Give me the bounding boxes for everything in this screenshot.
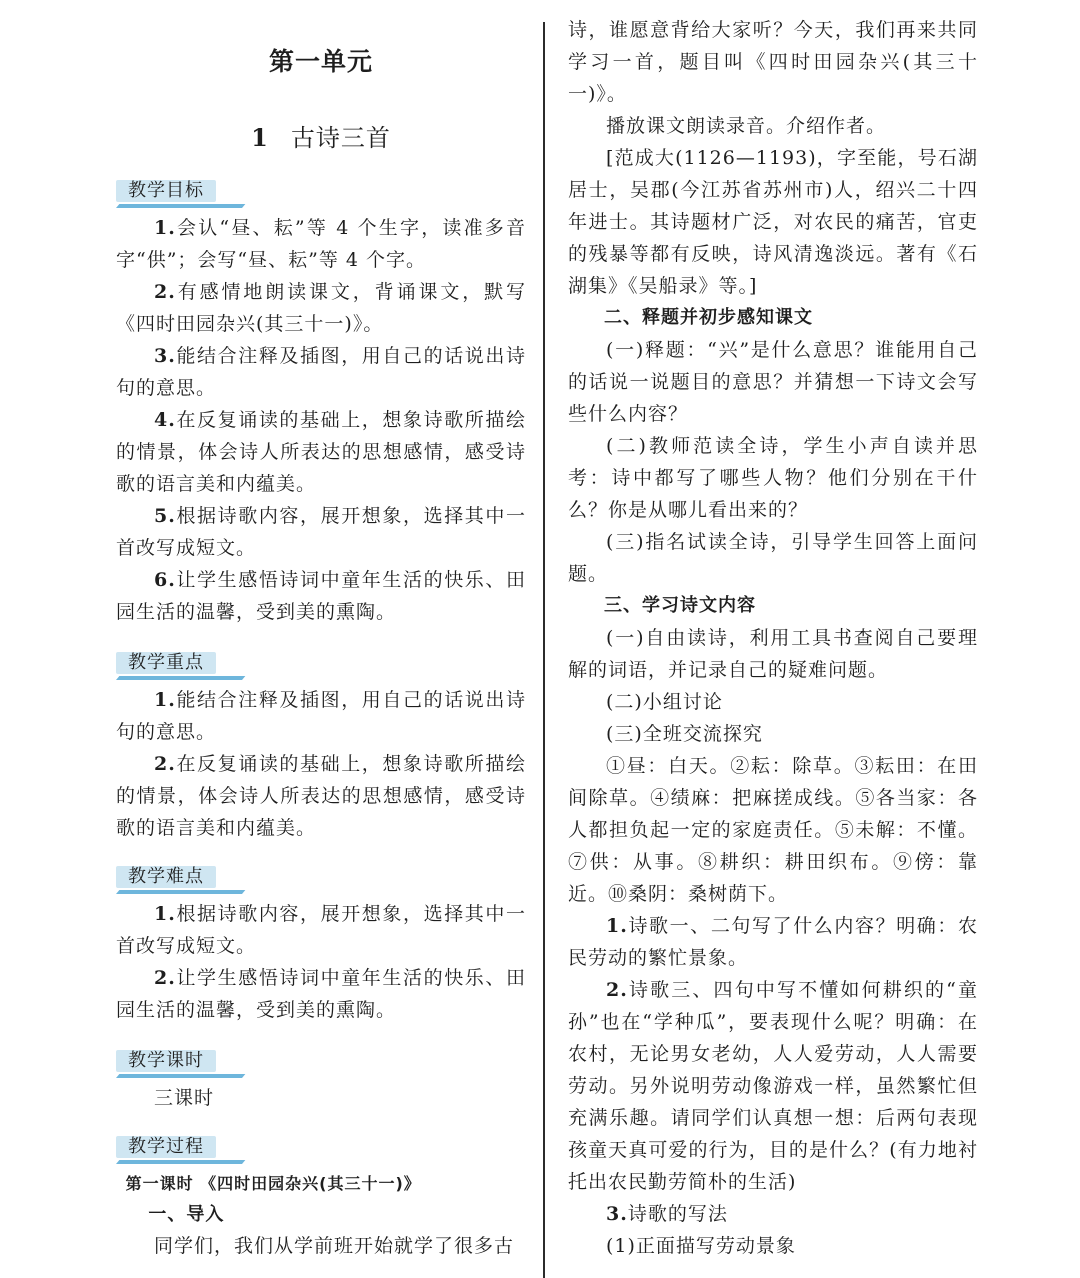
section-difficulties bbox=[116, 864, 526, 1026]
question-2 bbox=[568, 974, 978, 1198]
key-point-number: 2. bbox=[154, 753, 176, 775]
section-tag-key-points: 教学重点 bbox=[116, 650, 218, 678]
unit-title: 第一单元 bbox=[268, 47, 373, 76]
goal-item-text: 在反复诵读的基础上，想象诗歌所描绘的情景，体会诗人所表达的思想感情，感受诗歌的语言美和内蕴美。 bbox=[116, 409, 526, 495]
section-goals bbox=[116, 178, 526, 628]
section-tag-difficulties: 教学难点 bbox=[116, 864, 218, 892]
question-3 bbox=[568, 1198, 978, 1230]
question-2-number: 2. bbox=[606, 979, 628, 1001]
goal-item bbox=[116, 564, 526, 628]
step-free-reading: (一)自由读诗，利用工具书查阅自己要理解的词语，并记录自己的疑难问题。 bbox=[568, 627, 978, 681]
section-hours bbox=[116, 1048, 526, 1114]
question-1-number: 1. bbox=[606, 915, 628, 937]
hours-text: 三课时 bbox=[154, 1087, 215, 1109]
section-process bbox=[116, 1134, 526, 1262]
goal-item bbox=[116, 500, 526, 564]
key-point-number: 1. bbox=[154, 689, 176, 711]
play-recording-line: 播放课文朗读录音。介绍作者。 bbox=[606, 115, 887, 137]
lesson-title bbox=[116, 118, 526, 153]
author-bio: [范成大(1126—1193)，字至能，号石湖居士，吴郡(今江苏省苏州市)人，绍兴二十四年进士。其诗题材广泛，对农民的痛苦，官吏的残暴等都有反映，诗风清逸淡远。著有《石湖集》《吴船录》等。] bbox=[568, 147, 978, 297]
goal-item-text: 让学生感悟诗词中童年生活的快乐、田园生活的温馨，受到美的熏陶。 bbox=[116, 569, 526, 623]
key-point-text: 在反复诵读的基础上，想象诗歌所描绘的情景，体会诗人所表达的思想感情，感受诗歌的语言美和内蕴美。 bbox=[116, 753, 526, 839]
column-divider bbox=[543, 22, 545, 1278]
glossary: ①昼：白天。②耘：除草。③耘田：在田间除草。④绩麻：把麻搓成线。⑤各当家：各人都担负起一定的家庭责任。⑤未解：不懂。⑦供：从事。⑧耕织：耕田织布。⑨傍：靠近。⑩桑阴：桑树荫下。 bbox=[568, 755, 978, 905]
section-tag-hours: 教学课时 bbox=[116, 1048, 218, 1076]
difficulty-text: 根据诗歌内容，展开想象，选择其中一首改写成短文。 bbox=[116, 903, 526, 957]
goal-item-number: 4. bbox=[154, 409, 176, 431]
goal-item bbox=[116, 404, 526, 500]
right-column bbox=[568, 14, 978, 1262]
goal-item-text: 有感情地朗读课文，背诵课文，默写《四时田园杂兴(其三十一)》。 bbox=[116, 281, 526, 335]
goal-item-number: 2. bbox=[154, 281, 176, 303]
question-3-sub-1: (1)正面描写劳动景象 bbox=[606, 1235, 796, 1257]
heading-introduction: 一、导入 bbox=[148, 1204, 225, 1225]
question-3-text: 诗歌的写法 bbox=[627, 1203, 728, 1225]
step-trial-reading: (三)指名试读全诗，引导学生回答上面问题。 bbox=[568, 531, 978, 585]
key-point-text: 能结合注释及插图，用自己的话说出诗句的意思。 bbox=[116, 689, 526, 743]
goal-item-number: 1. bbox=[154, 217, 176, 239]
step-group-discussion: (二)小组讨论 bbox=[606, 691, 723, 713]
goal-item-number: 6. bbox=[154, 569, 176, 591]
intro-continued: 诗，谁愿意背给大家听？今天，我们再来共同学习一首，题目叫《四时田园杂兴(其三十一)》。 bbox=[568, 19, 978, 105]
goal-item-text: 根据诗歌内容，展开想象，选择其中一首改写成短文。 bbox=[116, 505, 526, 559]
difficulty-number: 1. bbox=[154, 903, 176, 925]
lesson-period-title: 第一课时 《四时田园杂兴(其三十一)》 bbox=[125, 1174, 421, 1193]
goal-item-number: 3. bbox=[154, 345, 176, 367]
heading-study-content: 三、学习诗文内容 bbox=[604, 595, 756, 616]
key-point-item bbox=[116, 684, 526, 748]
difficulty-item bbox=[116, 962, 526, 1026]
step-class-exchange: (三)全班交流探究 bbox=[606, 723, 763, 745]
lesson-number: 1 bbox=[251, 123, 269, 152]
question-1-text: 诗歌一、二句写了什么内容？明确：农民劳动的繁忙景象。 bbox=[568, 915, 978, 969]
section-tag-process: 教学过程 bbox=[116, 1134, 218, 1162]
section-tag-goals: 教学目标 bbox=[116, 178, 218, 206]
difficulty-item bbox=[116, 898, 526, 962]
goal-item bbox=[116, 340, 526, 404]
goal-item bbox=[116, 212, 526, 276]
intro-text: 同学们，我们从学前班开始就学了很多古 bbox=[154, 1235, 515, 1257]
difficulty-number: 2. bbox=[154, 967, 176, 989]
step-explain-title: (一)释题：“兴”是什么意思？谁能用自己的话说一说题目的意思？并猜想一下诗文会写些什么内容？ bbox=[568, 339, 978, 425]
lesson-title-text: 古诗三首 bbox=[290, 124, 391, 152]
section-key-points bbox=[116, 650, 526, 844]
heading-title-explanation: 二、释题并初步感知课文 bbox=[604, 307, 813, 328]
question-1 bbox=[568, 910, 978, 974]
goal-item-number: 5. bbox=[154, 505, 176, 527]
goal-item-text: 会认“昼、耘”等 4 个生字，读准多音字“供”；会写“昼、耘”等 4 个字。 bbox=[116, 217, 526, 271]
key-point-item bbox=[116, 748, 526, 844]
question-2-text: 诗歌三、四句中写不懂如何耕织的“童孙”也在“学种瓜”，要表现什么呢？明确：在农村，无论男女老幼，人人爱劳动，人人需要劳动。另外说明劳动像游戏一样，虽然繁忙但充满乐趣。请同学们认真想一想：后两句表现孩童天真可爱的行为，目的是什么？(有力地衬托出农民勤劳简朴的生活) bbox=[568, 979, 978, 1193]
goal-item-text: 能结合注释及插图，用自己的话说出诗句的意思。 bbox=[116, 345, 526, 399]
step-teacher-reading: (二)教师范读全诗，学生小声自读并思考：诗中都写了哪些人物？他们分别在干什么？你是从哪儿看出来的？ bbox=[568, 435, 978, 521]
goal-item bbox=[116, 276, 526, 340]
difficulty-text: 让学生感悟诗词中童年生活的快乐、田园生活的温馨，受到美的熏陶。 bbox=[116, 967, 526, 1021]
question-3-number: 3. bbox=[606, 1203, 628, 1225]
